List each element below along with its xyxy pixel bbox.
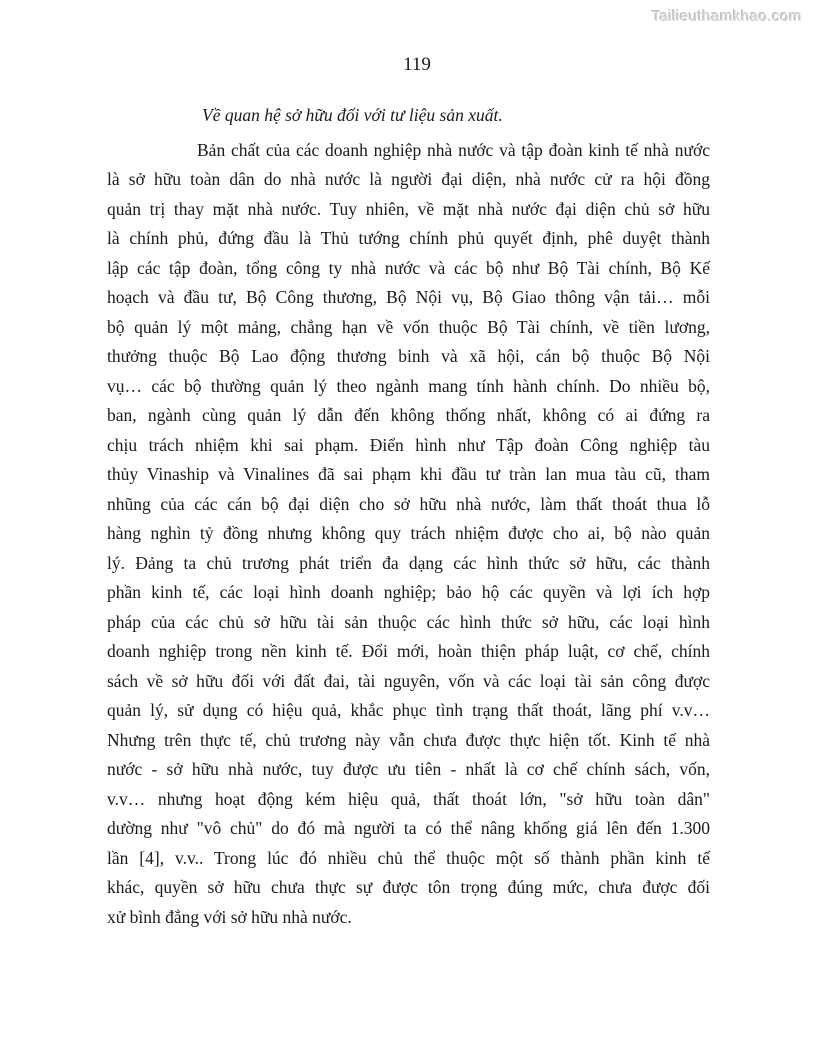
paragraph-line: lý. Đảng ta chủ trương phát triển đa dạng các hình thức sở hữu, các thành xyxy=(107,552,710,573)
paragraph-line: lần [4], v.v.. Trong lúc đó nhiều chủ thể thuộc một số thành phần kinh tế xyxy=(107,847,710,868)
paragraph-line: phần kinh tế, các loại hình doanh nghiệp; bảo hộ các quyền và lợi ích hợp xyxy=(107,582,710,602)
paragraph-line: ban, ngành cùng quản lý dẫn đến không thống nhất, không có ai đứng ra xyxy=(107,405,710,425)
paragraph-line: vụ… các bộ thường quản lý theo ngành mang tính hành chính. Do nhiều bộ, xyxy=(107,375,710,396)
paragraph-line: v.v… nhưng hoạt động kém hiệu quả, thất thoát lớn, "sở hữu toàn dân" xyxy=(107,788,710,809)
paragraph-line: xử bình đẳng với sở hữu nhà nước. xyxy=(107,906,352,927)
paragraph-line: quản lý, sử dụng có hiệu quả, khắc phục tình trạng thất thoát, lãng phí v.v… xyxy=(107,700,710,720)
paragraph xyxy=(107,136,710,933)
paragraph-line: nhũng của các cán bộ đại diện cho sở hữu nhà nước, làm thất thoát thua lỗ xyxy=(107,493,710,514)
paragraph-line: là sở hữu toàn dân do nhà nước là người đại diện, nhà nước cử ra hội đồng xyxy=(107,169,710,189)
paragraph-line: hàng nghìn tỷ đồng nhưng không quy trách nhiệm được cho ai, bộ nào quản xyxy=(107,523,710,543)
paragraph-line: thủy Vinaship và Vinalines đã sai phạm khi đầu tư tràn lan mua tàu cũ, tham xyxy=(107,464,710,484)
paragraph-line: là chính phủ, đứng đầu là Thủ tướng chính phủ quyết định, phê duyệt thành xyxy=(107,228,710,248)
paragraph-line: sách về sở hữu đối với đất đai, tài nguyên, vốn và các loại tài sản công được xyxy=(107,670,710,691)
paragraph-line: khác, quyền sở hữu chưa thực sự được tôn trọng đúng mức, chưa được đối xyxy=(107,877,710,897)
paragraph-line: chịu trách nhiệm khi sai phạm. Điển hình như Tập đoàn Công nghiệp tàu xyxy=(107,434,710,455)
paragraph-line: lập các tập đoàn, tổng công ty nhà nước và các bộ như Bộ Tài chính, Bộ Kế xyxy=(107,257,710,278)
paragraph-line: Nhưng trên thực tế, chủ trương này vẫn chưa được thực hiện tốt. Kinh tế nhà xyxy=(107,729,710,750)
paragraph-line: doanh nghiệp trong nền kinh tế. Đổi mới, hoàn thiện pháp luật, cơ chế, chính xyxy=(107,641,710,661)
paragraph-line: quản trị thay mặt nhà nước. Tuy nhiên, về mặt nhà nước đại diện chủ sở hữu xyxy=(107,198,710,219)
paragraph-line: pháp của các chủ sở hữu tài sản thuộc các hình thức sở hữu, các loại hình xyxy=(107,611,710,632)
section-heading: Về quan hệ sở hữu đối với tư liệu sản xuất. xyxy=(202,105,503,125)
page-content xyxy=(107,101,710,932)
page-number: 119 xyxy=(403,54,431,75)
paragraph-line: hoạch và đầu tư, Bộ Công thương, Bộ Nội vụ, Bộ Giao thông vận tải… mỗi xyxy=(107,287,710,307)
watermark: Tailieuthamkhao.com xyxy=(651,8,802,25)
paragraph-line: nước - sở hữu nhà nước, tuy được ưu tiên - nhất là cơ chế chính sách, vốn, xyxy=(107,759,710,779)
paragraph-line: thưởng thuộc Bộ Lao động thương binh và xã hội, cán bộ thuộc Bộ Nội xyxy=(107,346,710,366)
paragraph-line: bộ quản lý một mảng, chẳng hạn về vốn thuộc Bộ Tài chính, về tiền lương, xyxy=(107,316,710,337)
paragraph-line: dường như "vô chủ" do đó mà người ta có thể nâng khống giá lên đến 1.300 xyxy=(107,818,710,838)
paragraph-line: Bản chất của các doanh nghiệp nhà nước và tập đoàn kinh tế nhà nước xyxy=(197,139,710,160)
